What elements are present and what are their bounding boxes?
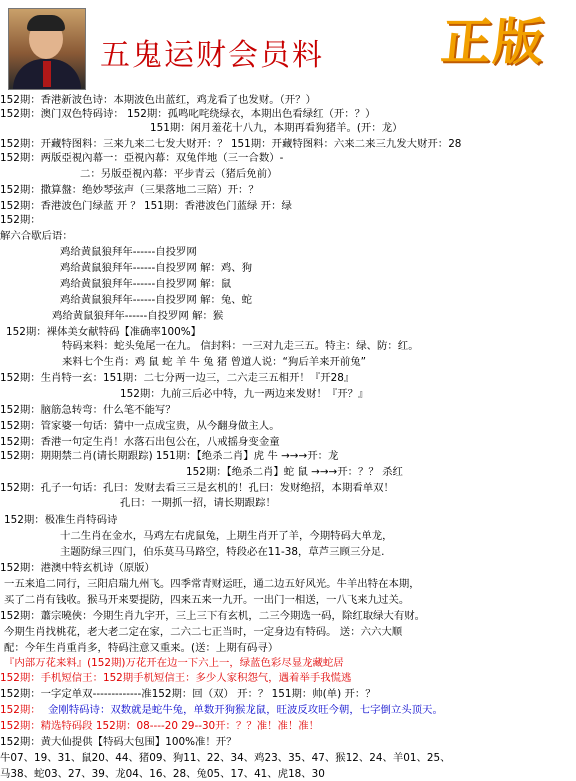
text-line: 152期：香港新波色诗：本期波色出蓝红，鸡龙看了也发财。（开？） [0,94,316,106]
text-line: 鸡给黄鼠狼拜年------自投罗网 解：兔、蛇 [60,294,253,306]
text-line: 152期： [0,704,41,716]
text-line: 152期：港澳中特玄机诗（原版） [0,562,155,574]
text-line: 152期：生肖特一玄：151期：二七分两一边三，二六走三五相开！『开28』 [0,372,355,384]
text-line: 鸡给黄鼠狼拜年------自投罗网 [60,246,197,258]
header [0,0,576,92]
text-line: 马38、蛇03、27、39、龙04、16、28、兔05、17、41、虎18、30 [0,768,325,780]
text-line: 152期：裸体美女献特码【准确率100%】 [6,326,202,338]
text-line: 152期：香港一句定生肖！水落石出包公在，八戒摇身变金童 [0,436,280,448]
text-line: 152期：澳门双色特码诗： 152期：孤鸣叱咤绕绿衣，本期出色看绿红（开：？） [0,108,376,120]
text-line: 152期：【绝杀二肖】蛇 鼠 →→→开：？？ 杀红 [186,466,403,478]
text-line: 解六合歇后语： [0,230,73,242]
photo-hair [27,15,65,31]
text-line: 152期： [0,214,41,226]
text-line: 152期：管家婆一句话：猜中一点成宝贵，从今翻身做主人。 [0,420,280,432]
text-line: 152期：香港波色门绿蓝 开 ？ 151期：香港波色门蓝绿 开：绿 [0,200,292,212]
genuine-stamp: 正版 [438,13,549,71]
text-line: 152期：脑筋急转弯：什么笔不能写？ [0,404,176,416]
text-line: 买了二肖有钱收。猴马开来要提防，四来五来一九开。一出门一相送，一八飞来九过关。 [4,594,410,606]
text-line: 152期：孔子一句话：孔曰：发财去看三三是玄机的！孔曰：发财绝招，本期看单双！ [0,482,394,494]
text-line: 152期：一字定单双-------------准152期：回（双） 开：？ 151期：帅(单) 开：？ [0,688,376,700]
text-line: 特码来料：蛇头兔尾一在九。 信封料：一三对九走三五。特主：绿、防：红。 [62,340,419,352]
text-line: 今期生肖找桃花，老大老二定在家，二六二七正当时，一定身边有特码。 送：六六大顺 [4,626,403,638]
text-line: 152期：蕭宗曉俠：今期生肖九字开，三上三下有玄机，二三今期选一码，除红取绿大有财。 [0,610,426,622]
text-line: 孔曰：一期抓一招，请长期跟踪！ [120,497,276,509]
text-line: 152期：精选特码段 152期：08----20 29--30开：？？准！准！准！ [0,720,320,732]
text-line: 151期：闲月羞花十八九，本期再看狗猪羊。(开：龙） [150,122,403,134]
photo-tie [43,61,51,87]
text-line: 主题防绿三四门，伯乐莫马马路空，特段必在11-38，草芦三顾三分足. [60,546,385,558]
text-line: 一五来追二同行，三阳启瑞九州飞。四季常青财运旺，通二边五好风光。牛羊出特在本期， [4,578,420,590]
page-title: 五鬼运财会员料 [100,38,324,73]
text-line: 配：今年生肖重肖多，特码注意又重来。(送：上期有码寻） [4,642,279,654]
text-line: 『内部万花来料』(152期)万花开在边一下六上一，绿蓝色彩尽显龙藏蛇居 [4,657,344,669]
text-line: 鸡给黄鼠狼拜年------自投罗网 解：鸡、狗 [60,262,253,274]
text-line: 十二生肖在金水，马鸡左右虎鼠兔，上期生肖开了羊，今期特码大单龙， [60,530,393,542]
text-line: 152期：手机短信王：152期手机短信王：多少人家积怨气，遇着举手我慌逃 [0,672,352,684]
text-line: 152期：开藏特图料：三来九来二七发大财开：？ 151期：开藏特图料：六来二来三九发大财开：28 [0,138,462,150]
text-line: 牛07、19、31、鼠20、44、猪09、狗11、22、34、鸡23、35、47、猴12、24、羊01、25、 [0,752,451,764]
text-line: 鸡给黄鼠狼拜年------自投罗网 解：猴 [52,310,224,322]
text-line: 152期：撒算盤：绝妙琴弦声（三果落地二三陪）开：？ [0,184,259,196]
portrait-photo [8,8,86,90]
text-line: 二：另版亞視內幕：平步青云（猪后免前） [80,168,278,180]
text-line: 152期：极准生肖特码诗 [4,514,118,526]
text-line: 152期：黄大仙提供【特码大包围】100%准！开？ [0,736,237,748]
text-line: 152期：期期禁二肖(请长期跟踪) 151期：【绝杀二肖】虎 牛 →→→开：龙 [0,450,339,462]
text-line: 鸡给黄鼠狼拜年------自投罗网 解：鼠 [60,278,232,290]
text-line: 152期：九前三后必中特，九一两边来发财！『开？』 [120,388,369,400]
text-line: 来料七个生肖：鸡 鼠 蛇 羊 牛 兔 猪 曾道人说：“狗后羊来开前兔” [62,356,367,368]
text-line: 金刚特码诗：双数就是蛇牛兔，单数开狗猴龙鼠，旺波反攻旺今朝，七字倒立头顶天。 [48,704,443,716]
text-line: 152期：两版亞視內幕一：亞視內幕：双兔伴地（三一合数）- [0,152,284,164]
